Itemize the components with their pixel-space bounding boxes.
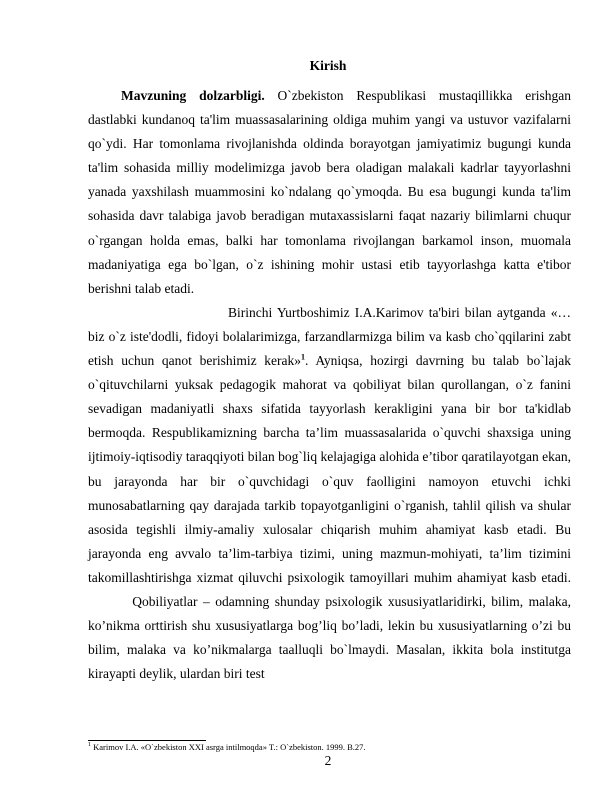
document-body <box>88 84 571 686</box>
paragraph-abilities: Qobiliyatlar – odamning shunday psixologik xususiyatlaridirki, bilim, malaka, ko’nikma orttirish shu xususiyatlarga bog’liq bo’ladi, lekin bu xususiyatlarning o’zi bu bilim, malaka va ko’nikmalarga taalluqli bo`lmaydi. Masalan, ikkita bola institutga kirayapti deylik, ulardan biri test <box>88 593 572 682</box>
page-number: 2 <box>324 753 332 768</box>
paragraph-karimov-quote <box>88 301 571 687</box>
quote-continuation: . Ayniqsa, hozirgi davrning bu talab bo`lajak o`qituvchilarni yuksak pedagogik mahorat va qobiliyat bilan qurollangan, o`z fanini sevadigan madaniyatli shaxs sifatida tayyorlash kerakligini yana bir bor ta'kidlab bermoqda. Respublikamizning barcha ta’lim muassasalarida o`quvchi shaxsiga uning ijtimoiy-iqtisodiy taraqqiyoti bilan bog`liq kelajagiga alohida e’tibor qaratilayotgan ekan, bu jarayonda har bir o`quvchidagi o`quv faolligini namoyon etuvchi ichki munosabatlarning qay darajada tarkib topayotganligini o`rganish, tahlil qilish va shular asosida tegishli ilmiy-amaliy xulosalar chiqarish muhim ahamiyat kasb etadi. Bu jarayonda eng avvalo ta’lim-tarbiya tizimi, uning mazmun-mohiyati, ta’lim tizimini takomillashtirishga xizmat qiluvchi psixologik tamoyillari muhim ahamiyat kasb etadi. <box>88 353 572 585</box>
footnote-mark: 1 <box>88 742 91 749</box>
paragraph-relevance <box>88 84 571 301</box>
footnote <box>88 742 571 753</box>
footnote-reference[interactable]: 1 <box>301 352 306 362</box>
relevance-text: O`zbekiston Respublikasi mustaqillikka erishgan dastlabki kundanoq ta'lim muassasalarining oldiga muhim yangi va ustuvor vazifalarni qo`ydi. Har tomonlama rivojlanishda oldinda borayotgan jamiyatimiz bugungi kunda ta'lim sohasida milliy modelimizga javob bera oladigan malakali kadrlar tayyorlashni yanada yaxshilash muammosini ko`ndalang qo`ymoqda. Bu esa bugungi kunda ta'lim sohasida davr talabiga javob beradigan mutaxassislarni faqat nazariy bilimlarni chuqur o`rgangan holda emas, balki har tomonlama rivojlangan barkamol inson, muomala madaniyatiga ega bo`lgan, o`z ishining mohir ustasi etib tayyorlashga katta e'tibor berishni talab etadi. <box>88 88 571 296</box>
page-title: Kirish <box>309 58 347 73</box>
footnote-divider <box>88 740 206 741</box>
relevance-heading: Mavzuning dolzarbligi. <box>121 88 265 103</box>
quote-text: Birinchi Yurtboshimiz I.A.Karimov ta'biri bilan aytganda «…biz o`z iste'dodli, fidoyi bolalarimizga, farzandlarmizga bilim va kasb cho`qqilarini zabt etish uchun qanot berishimiz kerak» <box>88 304 571 369</box>
footnote-text: Karimov I.A. «O`zbekiston XXI asrga intilmoqda» T.: O`zbekiston. 1999. B.27. <box>91 742 366 752</box>
